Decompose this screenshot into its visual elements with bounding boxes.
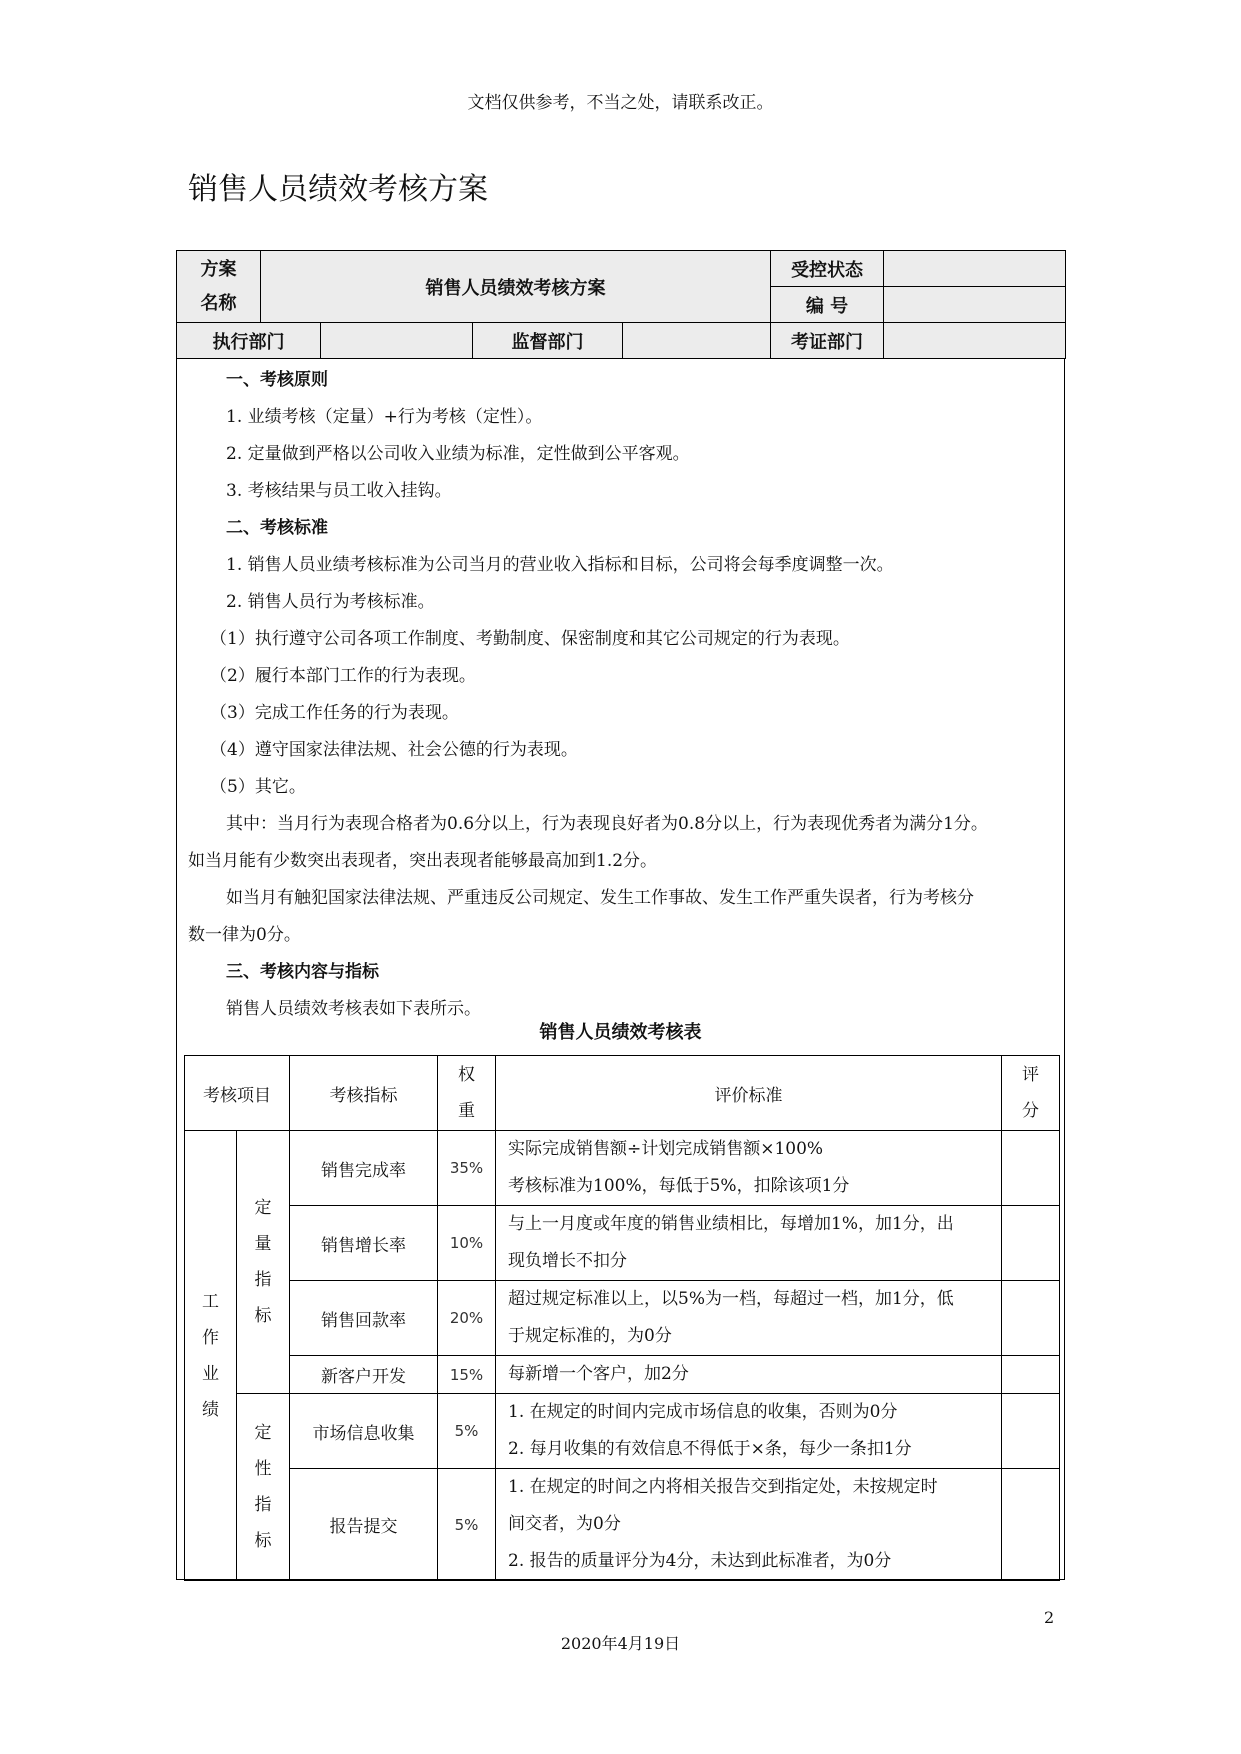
- criteria-cell: 实际完成销售额÷计划完成销售额×100% 考核标准为100%，每低于5%，扣除该项1分: [496, 1131, 1002, 1206]
- header-criteria: 评价标准: [496, 1056, 1002, 1131]
- plan-body: [188, 362, 1058, 1028]
- indicator-cell: 市场信息收集: [290, 1394, 438, 1469]
- supervise-dept-label: 监督部门: [473, 323, 623, 359]
- plan-name-label: 方案 名称: [177, 251, 261, 323]
- score-cell: [1002, 1206, 1060, 1281]
- score-cell: [1002, 1131, 1060, 1206]
- section-heading-principles: 一、考核原则: [226, 370, 328, 390]
- indicator-cell: 销售完成率: [290, 1131, 438, 1206]
- weight-cell: 20%: [438, 1281, 496, 1356]
- exec-dept-label: 执行部门: [177, 323, 321, 359]
- kpi-table: [184, 1055, 1060, 1581]
- indicator-cell: 销售回款率: [290, 1281, 438, 1356]
- supervise-dept-value: [623, 323, 771, 359]
- score-cell: [1002, 1356, 1060, 1394]
- criteria-cell: 1. 在规定的时间内完成市场信息的收集，否则为0分 2. 每月收集的有效信息不得低于×条，每少一条扣1分: [496, 1394, 1002, 1469]
- criteria-cell: 与上一月度或年度的销售业绩相比，每增加1%，加1分，出 现负增长不扣分: [496, 1206, 1002, 1281]
- plan-name-value: 销售人员绩效考核方案: [261, 251, 771, 323]
- criteria-cell: 每新增一个客户，加2分: [496, 1356, 1002, 1394]
- exec-dept-value: [321, 323, 473, 359]
- control-status-value: [884, 251, 1066, 287]
- section-heading-indicators: 三、考核内容与指标: [226, 962, 379, 982]
- score-cell: [1002, 1281, 1060, 1356]
- page-number: 2: [1044, 1608, 1055, 1627]
- weight-cell: 15%: [438, 1356, 496, 1394]
- group-work-performance: 工 作 业 绩: [185, 1131, 237, 1581]
- document-title: 销售人员绩效考核方案: [188, 172, 488, 207]
- verify-dept-value: [884, 323, 1066, 359]
- scoring-paragraph: 其中：当月行为表现合格者为0.6分以上，行为表现良好者为0.8分以上，行为表现优秀者为满分1分。: [226, 814, 988, 834]
- standard-item: 1. 销售人员业绩考核标准为公司当月的营业收入指标和目标，公司将会每季度调整一次。: [226, 555, 894, 575]
- footer-date: 2020年4月19日: [560, 1634, 681, 1653]
- weight-cell: 35%: [438, 1131, 496, 1206]
- group-quantitative: 定 量 指 标: [237, 1131, 290, 1394]
- behavior-standard: （5）其它。: [210, 777, 306, 797]
- plan-meta-table: [176, 250, 1066, 359]
- control-status-label: 受控状态: [771, 251, 884, 287]
- group-qualitative: 定 性 指 标: [237, 1394, 290, 1581]
- standard-item: 2. 销售人员行为考核标准。: [226, 592, 435, 612]
- header-score: 评 分: [1002, 1056, 1060, 1131]
- score-cell: [1002, 1394, 1060, 1469]
- section-heading-standards: 二、考核标准: [226, 518, 328, 538]
- header-note: 文档仅供参考，不当之处，请联系改正。: [467, 93, 774, 113]
- behavior-standard: （4）遵守国家法律法规、社会公德的行为表现。: [210, 740, 578, 760]
- scoring-paragraph: 如当月能有少数突出表现者，突出表现者能够最高加到1.2分。: [188, 851, 658, 871]
- number-value: [884, 287, 1066, 323]
- header-item: 考核项目: [185, 1056, 290, 1131]
- indicators-intro: 销售人员绩效考核表如下表所示。: [226, 999, 481, 1019]
- behavior-standard: （2）履行本部门工作的行为表现。: [210, 666, 476, 686]
- principle-item: 1. 业绩考核（定量）+行为考核（定性）。: [226, 407, 543, 427]
- weight-cell: 5%: [438, 1394, 496, 1469]
- penalty-paragraph: 数一律为0分。: [188, 925, 301, 945]
- principle-item: 3. 考核结果与员工收入挂钩。: [226, 481, 452, 501]
- number-label: 编 号: [771, 287, 884, 323]
- principle-item: 2. 定量做到严格以公司收入业绩为标准，定性做到公平客观。: [226, 444, 690, 464]
- criteria-cell: 超过规定标准以上，以5%为一档，每超过一档，加1分，低 于规定标准的，为0分: [496, 1281, 1002, 1356]
- kpi-table-title: 销售人员绩效考核表: [539, 1022, 702, 1043]
- header-weight: 权 重: [438, 1056, 496, 1131]
- header-indicator: 考核指标: [290, 1056, 438, 1131]
- weight-cell: 10%: [438, 1206, 496, 1281]
- penalty-paragraph: 如当月有触犯国家法律法规、严重违反公司规定、发生工作事故、发生工作严重失误者，行为考核分: [226, 888, 974, 908]
- behavior-standard: （3）完成工作任务的行为表现。: [210, 703, 459, 723]
- indicator-cell: 报告提交: [290, 1469, 438, 1581]
- indicator-cell: 新客户开发: [290, 1356, 438, 1394]
- criteria-cell: 1. 在规定的时间之内将相关报告交到指定处，未按规定时 间交者，为0分 2. 报告的质量评分为4分，未达到此标准者，为0分: [496, 1469, 1002, 1581]
- verify-dept-label: 考证部门: [771, 323, 884, 359]
- behavior-standard: （1）执行遵守公司各项工作制度、考勤制度、保密制度和其它公司规定的行为表现。: [210, 629, 850, 649]
- indicator-cell: 销售增长率: [290, 1206, 438, 1281]
- weight-cell: 5%: [438, 1469, 496, 1581]
- score-cell: [1002, 1469, 1060, 1581]
